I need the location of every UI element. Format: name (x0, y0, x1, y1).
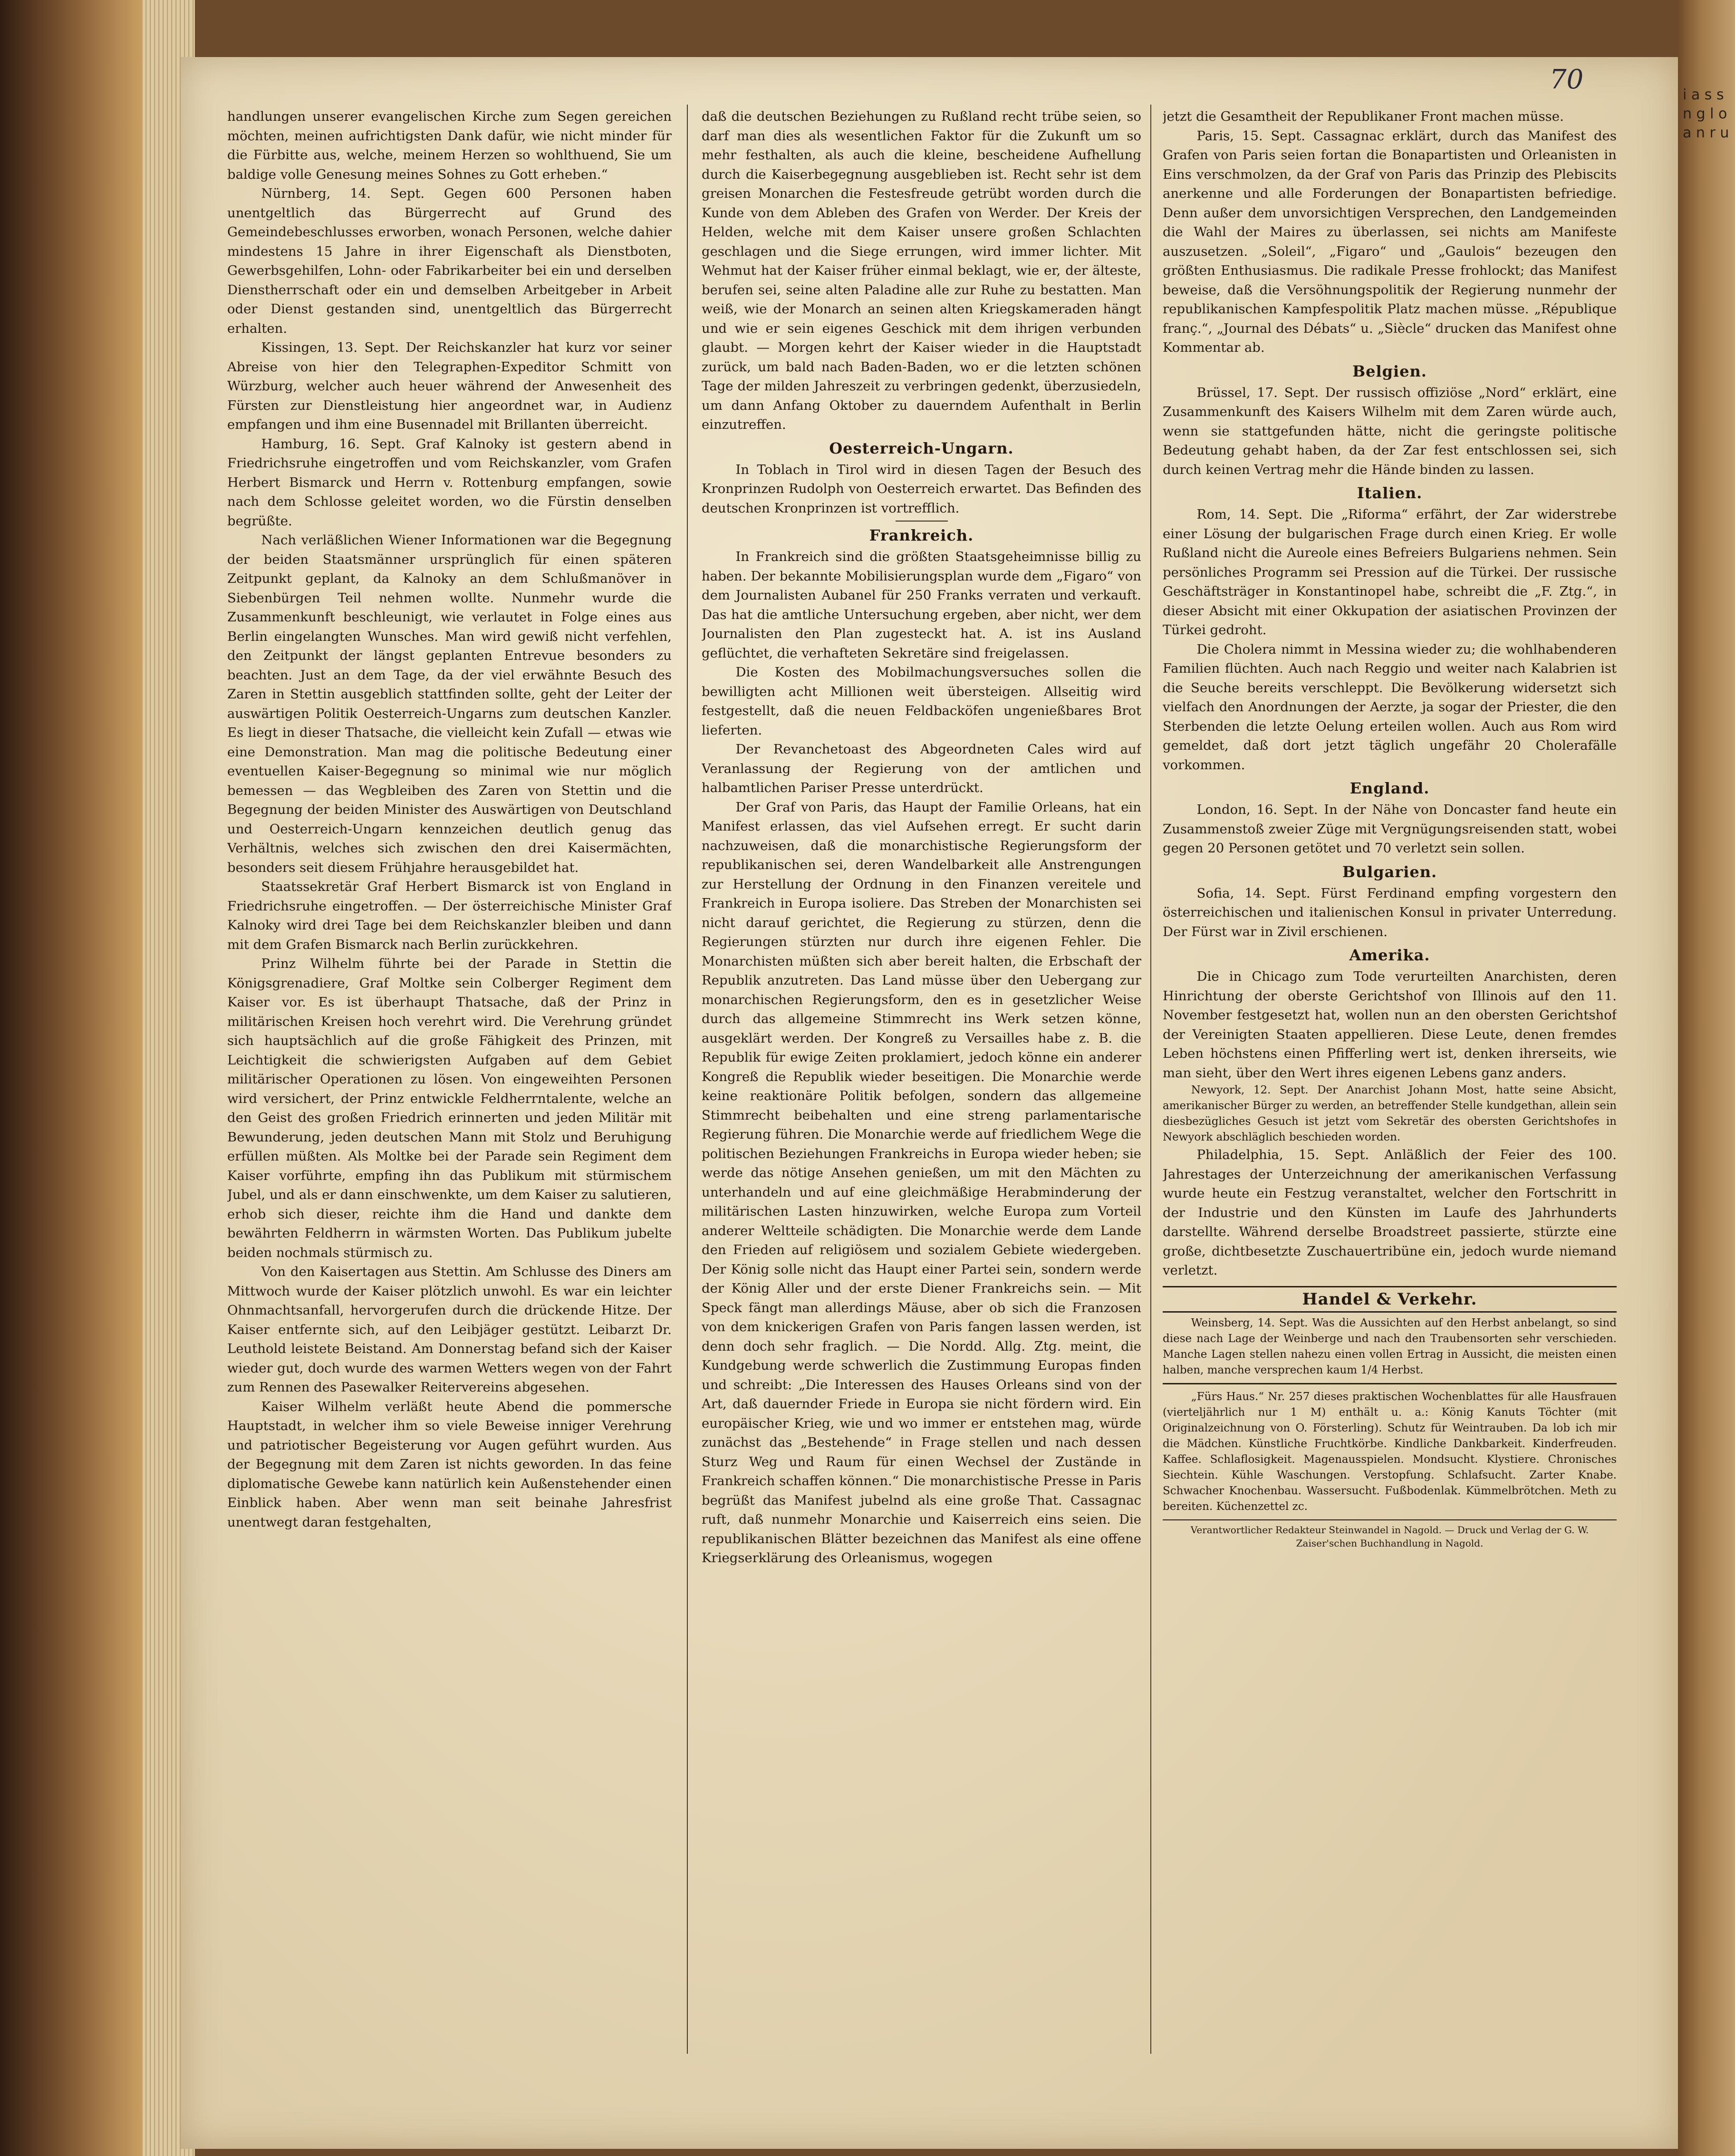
article-paragraph: Der Revanchetoast des Abgeordneten Cales wird auf Veranlassung der Regierung von der amtlichen und halbamtlichen Pariser Presse unterdrückt. (702, 742, 1141, 795)
book-binding (0, 0, 143, 2156)
article-paragraph: jetzt die Gesamtheit der Republikaner Front machen müsse. (1163, 109, 1564, 124)
article-toblach: In Toblach in Tirol wird in diesen Tagen der Besuch des Kronprinzen Rudolph von Oesterreich erwartet. Das Befinden des deutschen Kronprinzen ist vortrefflich. (702, 462, 1141, 516)
section-heading-italy: Italien. (1357, 484, 1423, 502)
imprint: Verantwortlicher Redakteur Steinwandel in Nagold. — Druck und Verlag der G. W. Zaiser'schen Buchhandlung in Nagold. (1163, 1519, 1617, 1550)
article-paragraph: handlungen unserer evangelischen Kirche zum Segen gereichen möchten, meinen aufrichtigsten Dank dafür, wie nicht minder für die Fürbitte aus, welche, meinem Herzen so wohlthuend, Sie um baldige volle Genesung meines Sohnes zu Gott erheben.“ (227, 109, 672, 182)
article-paragraph: Die Kosten des Mobilmachungsversuches sollen die bewilligten acht Millionen weit übersteigen. Allseitig wird festgestellt, daß die neuen Feldbacköfen ungenießbares Brot lieferten. (702, 665, 1141, 738)
article-hamburg: Hamburg, 16. Sept. Graf Kalnoky ist gestern abend in Friedrichsruhe eingetroffen und vom Reichskanzler, vom Grafen Herbert Bismarck und Herrn v. Rottenburg empfangen, sowie nach dem Schlosse geleitet worden, wo die Fürstin denselben begrüßte. (227, 436, 672, 529)
column-rule-1 (687, 105, 688, 2054)
section-heading-france: Frankreich. (869, 526, 974, 544)
article-prinz-wilhelm: Prinz Wilhelm führte bei der Parade in Stettin die Königsgrenadiere, Graf Moltke sein Colberger Regiment dem Kaiser vor. Es ist überhaupt Thatsache, daß der Prinz in militärischen Kreisen hoch verehrt wird. Die Verehrung gründet sich hauptsächlich auf die große Fähigkeit des Prinzen, mit Leichtigkeit die schwierigsten Aufgaben auf dem Gebiet militärischer Operationen zu lösen. Von eingeweihten Personen wird versichert, der Prinz entwickle Feldherrntalente, welche an den Geist des großen Friedrich erinnerten und jeden Militär mit Bewunderung, jeden deutschen Mann mit Stolz und Beruhigung erfüllen müßten. Als Moltke bei der Parade sein Regiment dem Kaiser vorführte, empfing ihn das Publikum mit stürmischem Jubel, und als er dann einschwenkte, um dem Kaiser zu salutieren, erhob sich dieser, reichte ihm die Hand und dankte dem bewährten Feldherrn in wärmsten Worten. Das Publikum jubelte beiden nochmals stürmisch zu. (227, 956, 672, 1260)
section-heading-america: Amerika. (1349, 946, 1430, 964)
article-sofia: Sofia, 14. Sept. Fürst Ferdinand empfing vorgestern den österreichischen und italienischen Konsul in privater Unterredung. Der Fürst war in Zivil erschienen. (1163, 885, 1617, 939)
article-philadelphia: Philadelphia, 15. Sept. Anläßlich der Feier des 100. Jahrestages der Unterzeichnung der amerikanischen Verfassung wurde heute ein Festzug veranstaltet, welcher den Fortschritt in der Industrie und den Künsten im Laufe des Jahrhunderts darstellte. Während derselbe Broadstreet passierte, stürzte eine große, dichtbesetzte Zuschauertribüne ein, jedoch wurde niemand verletzt. (1163, 1147, 1617, 1278)
section-heading-bulgaria: Bulgarien. (1342, 862, 1437, 881)
column-3 (1163, 107, 1617, 2066)
article-kissingen: Kissingen, 13. Sept. Der Reichskanzler hat kurz vor seiner Abreise von hier den Telegraphen-Expeditor Schmitt von Würzburg, welcher auch heuer während der Anwesenheit des Fürsten zur Dienstleistung hier angeordnet war, in Audienz empfangen und ihm eine Busennadel mit Brillanten überreicht. (227, 340, 672, 432)
advertisement-fuers-haus: „Fürs Haus.“ Nr. 257 dieses praktischen Wochenblattes für alle Hausfrauen (vierteljährlich nur 1 M) enthält u. a.: König Kanuts Töchter (mit Originalzeichnung von O. Försterling). Schutz für Weintrauben. Da lob ich mir die Mädchen. Künstliche Fruchtkörbe. Kindliche Dankbarkeit. Kinderfreuden. Kaffee. Schlaflosigkeit. Magenausspielen. Mondsucht. Klystiere. Chronisches Siechtein. Kühle Waschungen. Verstopfung. Schlafsucht. Zarter Knabe. Schwacher Knochenbau. Wassersucht. Fußbodenlak. Kümmelbrötchen. Meth zu bereiten. Küchenzettel zc. (1163, 1390, 1617, 1513)
column-1 (227, 107, 672, 2066)
article-weinsberg: Weinsberg, 14. Sept. Was die Aussichten auf den Herbst anbelangt, so sind diese nach Lage der Weinberge und nach den Traubensorten sehr verschieden. Manche Lagen stellen nahezu einen vollen Ertrag in Aussicht, die meisten einen halben, manche versprechen kaum 1/4 Herbst. (1163, 1316, 1617, 1376)
article-london: London, 16. Sept. In der Nähe von Doncaster fand heute ein Zusammenstoß zweier Züge mit Vergnügungsreisenden statt, wobei gegen 20 Personen getötet und 70 verletzt sein sollen. (1163, 802, 1617, 856)
article-stettin: Von den Kaisertagen aus Stettin. Am Schlusse des Diners am Mittwoch wurde der Kaiser plötzlich unwohl. Es war ein leichter Ohnmachtsanfall, hervorgerufen durch die drückende Hitze. Der Kaiser entfernte sich, auf den Leibjäger gestützt. Leibarzt Dr. Leuthold leistete Beistand. Am Donnerstag befand sich der Kaiser wieder gut, doch wurde des warmen Wetters wegen von der Fahrt zum Rennen des Pasewalker Reitervereins abgesehen. (227, 1264, 672, 1395)
article-chicago: Die in Chicago zum Tode verurteilten Anarchisten, deren Hinrichtung der oberste Gerichtshof von Illinois auf den 11. November festgesetzt hat, wollen nun an den obersten Gerichtshof der Vereinigten Staaten appellieren. Diese Leute, denen fremdes Leben höchstens einen Pfifferling wert ist, denken ihrerseits, wie man sieht, über den Wert ihres eigenen Lebens ganz anders. (1163, 969, 1617, 1081)
next-page-edge (1678, 0, 1735, 2156)
article-bruessel: Brüssel, 17. Sept. Der russisch offiziöse „Nord“ erklärt, eine Zusammenkunft des Kaisers Wilhelm mit dem Zaren würde auch, wenn sie stattgefunden hätte, nicht die geringste politische Bedeutung gehabt haben, da der Zar fest entschlossen sei, sich durch keinen Vertrag mehr die Hände binden zu lassen. (1163, 385, 1617, 477)
article-graf-von-paris: Der Graf von Paris, das Haupt der Familie Orleans, hat ein Manifest erlassen, das viel Aufsehen erregt. Er sucht darin nachzuweisen, daß die monarchistische Regierungsform der republikanischen sei, deren Wandelbarkeit alle Anstrengungen zur Herstellung der Ordnung in den Finanzen vereitele und Frankreich in Europa isoliere. Das Streben der Monarchisten sei nicht darauf gerichtet, die Regierung zu stürzen, denn die Regierungen stürzten nur durch ihre eigenen Fehler. Die Monarchisten müßten sich aber bereit halten, die Erbschaft der Republik anzutreten. Das Land müsse über den Uebergang zur monarchischen Regierungsform, den es in gesetzlicher Weise durch das allgemeine Stimmrecht ins Werk setzen könne, ausgeklärt werden. Der Kongreß zu Versailles habe z. B. die Republik für ewige Zeiten proklamiert, jedoch könne ein anderer Kongreß die Republik wieder beseitigen. Die Monarchie werde keine reaktionäre Politik befolgen, sondern das allgemeine Stimmrecht beibehalten und eine streng parlamentarische Regierung führen. Die Monarchie werde auf friedlichem Wege die politischen Beziehungen Frankreichs in Europa wieder heben; sie werde das nötige Ansehen genießen, um mit den Mächten zu unterhandeln und auf eine gleichmäßige Herabminderung der militärischen Lasten hinzuwirken, welche Europa zum Vorteil anderer Weltteile schädigten. Die Monarchie werde dem Lande den Frieden auf religiösem und sozialem Gebiete wiedergeben. Der König solle nicht das Haupt einer Partei sein, sondern werde der König Aller und der erste Diener Frankreichs sein. — Mit Speck fängt man allerdings Mäuse, aber ob sich die Franzosen von dem knickerigen Grafen von Paris fangen lassen werden, ist denn doch sehr fraglich. — Die Nordd. Allg. Ztg. meint, die Kundgebung werde schwerlich die Zustimmung Europas finden und schreibt: „Die Interessen des Hauses Orleans sind von der Art, daß dauernder Friede in Europa sie nicht fördern wird. Ein europäischer Krieg, wie und wo immer er entstehen mag, würde zunächst das „Bestehende“ in Frage stellen und nach dessen Sturz Weg und Raum für einen Wechsel der Zustände in Frankreich schaffen können.“ Die monarchistische Presse in Paris begrüßt das Manifest jubelnd als eine große That. Cassagnac ruft, daß nunmehr Monarchie und Kaiserreich eins seien. Die republikanischen Blätter bezeichnen das Manifest als eine offene Kriegserklärung des Orleanismus, wogegen (702, 799, 1141, 1566)
article-kaiser-wilhelm: Kaiser Wilhelm verläßt heute Abend die pommersche Hauptstadt, in welcher ihm so viele Beweise inniger Verehrung und patriotischer Begeisterung vor Augen geführt wurden. Aus der Begegnung mit dem Zaren ist nichts geworden. In das feine diplomatische Gewebe kann natürlich kein Außenstehender einen Einblick haben. Aber wenn man seit beinahe Jahresfrist unentwegt daran festgehalten, (227, 1399, 672, 1530)
article-newyork: Newyork, 12. Sept. Der Anarchist Johann Most, hatte seine Absicht, amerikanischer Bürger zu werden, an betreffender Stelle kundgethan, allein sein diesbezügliches Gesuch ist jetzt vom Sekretär des obersten Gerichtshofes in Newyork abschläglich beschieden worden. (1163, 1084, 1617, 1143)
section-heading-england: England. (1349, 779, 1430, 797)
column-2 (702, 107, 1141, 2066)
article-rom: Rom, 14. Sept. Die „Riforma“ erfährt, der Zar widerstrebe einer Lösung der bulgarischen Frage durch einen Krieg. Er wolle Rußland nicht die Aureole eines Befreiers Bulgariens nehmen. Sein persönliches Programm sei Pression auf die Türkei. Der russische Geschäftsträger in Konstantinopel habe, schreibt die „F. Ztg.“, in dieser Absicht mit einer Okkupation der asiatischen Provinzen der Türkei gedroht. (1163, 507, 1617, 638)
next-page-fragment: i a s s n g l o a n r u (1683, 87, 1729, 141)
column-rule-2 (1150, 105, 1151, 2054)
section-heading-trade: Handel & Verkehr. (1163, 1286, 1617, 1313)
article-nuernberg: Nürnberg, 14. Sept. Gegen 600 Personen haben unentgeltlich das Bürgerrecht auf Grund des Gemeindebeschlusses erworben, wonach Personen, welche dahier mindestens 15 Jahre in ihrer Eigenschaft als Dienstboten, Gewerbsgehilfen, Lohn- oder Fabrikarbeiter bei ein und derselben Dienstherrschaft oder ein und demselben Arbeitgeber in Arbeit oder Dienst gestanden sind, unentgeltlich das Bürgerrecht erhalten. (227, 186, 672, 336)
handwritten-page-number: 70 (1550, 64, 1584, 95)
article-paris: Paris, 15. Sept. Cassagnac erklärt, durch das Manifest des Grafen von Paris seien fortan die Bonapartisten und Orleanisten in Eins verschmolzen, da der Graf von Paris das Prinzip des Plebiscits anerkenne und alle Forderungen der Bonapartisten befriedige. Denn außer dem unvorsichtigen Versprechen, den Landgemeinden die Wahl der Maires zu überlassen, sei nichts am Manifeste auszusetzen. „Soleil“, „Figaro“ und „Gaulois“ bezeugen den größten Enthusiasmus. Die radikale Presse frohlockt; das Manifest beweise, daß die Versöhnungspolitik der Regierung nunmehr der republikanischen Kampfespolitik Platz machen müsse. „République franç.“, „Journal des Débats“ u. „Siècle“ drucken das Manifest ohne Kommentar ab. (1163, 128, 1617, 355)
article-paragraph: Nach verläßlichen Wiener Informationen war die Begegnung der beiden Staatsmänner ursprünglich für einen späteren Zeitpunkt geplant, da Kalnoky an dem Schlußmanöver in Siebenbürgen Teil nehmen wollte. Nunmehr wurde die Zusammenkunft beschleunigt, wie verlautet in Folge eines aus Berlin eingelangten Wunsches. Man wird gewiß nicht verfehlen, den Zeitpunkt der längst geplanten Entrevue besonders zu beachten. Just an dem Tage, da der viel erwähnte Besuch des Zaren in Stettin ausgeblich stattfinden sollte, geht der Leiter der auswärtigen Politik Oesterreich-Ungarns zum deutschen Kanzler. Es liegt in dieser Thatsache, die vielleicht kein Zufall — etwas wie eine Demonstration. Man mag die politische Bedeutung einer eventuellen Kaiser-Begegnung so minimal wie nur möglich bemessen — das Wegbleiben des Zaren von Stettin und die Begegnung der beiden Minister des Auswärtigen von Deutschland und Oesterreich-Ungarn kennzeichen deutlich genug das Verhältnis, welches sich zwischen den drei Kaisermächten, besonders seit diesem Frühjahre herausgebildet hat. (227, 532, 672, 875)
article-cholera: Die Cholera nimmt in Messina wieder zu; die wohlhabenderen Familien flüchten. Auch nach Reggio und weiter nach Kalabrien ist die Seuche bereits verschleppt. Die Bevölkerung widersetzt sich vielfach den Anordnungen der Aerzte, ja sogar der Priester, die den Sterbenden die letzte Oelung erteilen wollen. Auch aus Rom wird gemeldet, daß dort jetzt täglich ungefähr 20 Cholerafälle vorkommen. (1163, 641, 1617, 773)
section-heading-belgium: Belgien. (1352, 362, 1427, 380)
article-paragraph: In Frankreich sind die größten Staatsgeheimnisse billig zu haben. Der bekannte Mobilisierungsplan wurde dem „Figaro“ von dem Journalisten Aubanel für 250 Franks verraten und verkauft. Das hat die amtliche Untersuchung ergeben, aber nicht, wer dem Journalisten den Plan zugesteckt hat. A. ist ins Ausland geflüchtet, die verhafteten Sekretäre sind freigelassen. (702, 549, 1141, 661)
article-paragraph: daß die deutschen Beziehungen zu Rußland recht trübe seien, so darf man dies als wesentlichen Faktor für die Zukunft um so mehr festhalten, als auch die kleine, bescheidene Aufhellung durch die Kaiserbegegnung ausgeblieben ist. Recht sehr ist dem greisen Monarchen die Festesfreude getrübt worden durch die Kunde von dem Ableben des Grafen von Werder. Der Kreis der Helden, welche mit dem Kaiser unsere großen Schlachten geschlagen und die Siege errungen, wird immer lichter. Mit Wehmut hat der Kaiser früher einmal beklagt, wie er, der älteste, berufen sei, seine alten Paladine alle zur Ruhe zu bestatten. Man weiß, wie der Monarch an seinen alten Kriegskameraden hängt und wie er sein eigenes Geschick mit dem ihrigen verbunden glaubt. — Morgen kehrt der Kaiser wieder in die Hauptstadt zurück, um bald nach Baden-Baden, wo er die letzten schönen Tage der milden Jahreszeit zu verbringen gedenkt, überzusiedeln, um dann Anfang Oktober zu dauerndem Aufenthalt in Berlin einzutreffen. (702, 109, 1141, 432)
section-divider (896, 521, 948, 522)
ad-divider (1163, 1383, 1617, 1384)
section-heading-austria: Oesterreich-Ungarn. (829, 439, 1014, 457)
article-paragraph: Staatssekretär Graf Herbert Bismarck ist von England in Friedrichsruhe eingetroffen. — Der österreichische Minister Graf Kalnoky wird drei Tage bei dem Reichskanzler bleiben und dann mit dem Grafen Bismarck nach Berlin zurückkehren. (227, 879, 672, 952)
